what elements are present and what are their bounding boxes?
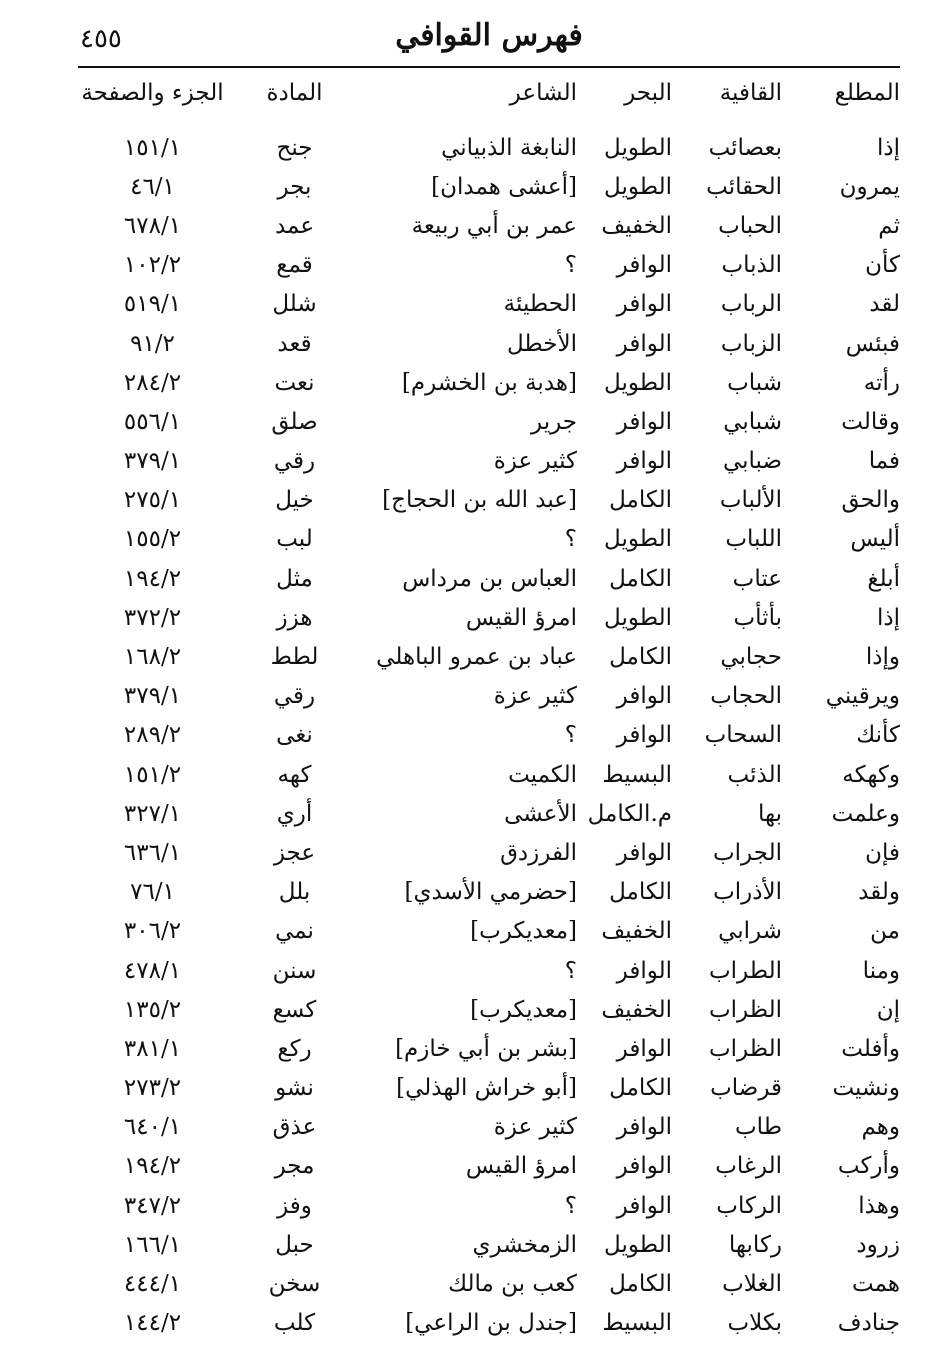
cell-bahr: الخفيف: [601, 212, 672, 239]
cell-qafiya: الجراب: [713, 839, 782, 866]
cell-qafiya: الظراب: [709, 996, 782, 1023]
cell-matla: أبلغ: [867, 565, 900, 592]
cell-shaer: [جندل بن الراعي]: [405, 1310, 577, 1337]
cell-bahr: الكامل: [609, 644, 672, 671]
cell-matla: كأن: [865, 252, 900, 279]
cell-shaer: ؟: [564, 957, 577, 984]
cell-shaer: كثير عزة: [493, 1114, 577, 1141]
cell-matla: رأته: [863, 369, 900, 396]
cell-madda: نشو: [275, 1075, 314, 1102]
cell-juz: ١٥٥/٢: [123, 526, 182, 553]
cell-bahr: الطويل: [604, 1231, 672, 1258]
table-row: [78, 1186, 900, 1225]
cell-shaer: العباس بن مرداس: [402, 565, 577, 592]
cell-juz: ١٥١/١: [123, 134, 182, 161]
cell-juz: ٦٣٦/١: [123, 839, 182, 866]
cell-bahr: الوافر: [616, 1035, 672, 1062]
cell-madda: ركع: [277, 1035, 312, 1062]
cell-matla: من: [870, 918, 900, 945]
cell-madda: كهه: [277, 761, 312, 788]
cell-juz: ٤٤٤/١: [123, 1271, 182, 1298]
cell-bahr: الكامل: [609, 1075, 672, 1102]
cell-madda: شلل: [272, 291, 317, 318]
table-row: [78, 1147, 900, 1186]
table-row: [78, 520, 900, 559]
cell-qafiya: عتاب: [732, 565, 782, 592]
cell-shaer: [هدبة بن الخشرم]: [401, 369, 577, 396]
table-row: [78, 1304, 900, 1343]
cell-qafiya: الطراب: [709, 957, 782, 984]
cell-madda: عمد: [274, 212, 315, 239]
cell-shaer: ؟: [564, 526, 577, 553]
table-row: [78, 402, 900, 441]
cell-qafiya: شبابي: [723, 408, 782, 435]
cell-juz: ١٩٤/٢: [123, 565, 182, 592]
header-shaer: الشاعر: [509, 80, 577, 106]
table-row: [78, 324, 900, 363]
cell-madda: نغى: [276, 722, 313, 749]
cell-juz: ٢٧٣/٢: [123, 1075, 182, 1102]
table-row: [78, 794, 900, 833]
cell-madda: بلل: [278, 879, 311, 906]
cell-matla: وقالت: [841, 408, 900, 435]
cell-madda: لطط: [270, 644, 319, 671]
cell-shaer: ؟: [564, 252, 577, 279]
cell-matla: وكهكه: [842, 761, 900, 788]
cell-shaer: [أعشى همدان]: [431, 173, 577, 200]
cell-matla: فإن: [865, 839, 900, 866]
cell-matla: فبئس: [845, 330, 900, 357]
cell-qafiya: شباب: [727, 369, 782, 396]
cell-bahr: الطويل: [604, 369, 672, 396]
cell-qafiya: قرضاب: [710, 1075, 782, 1102]
cell-madda: عذق: [272, 1114, 317, 1141]
cell-juz: ١٠٢/٢: [123, 252, 182, 279]
table-row: [78, 167, 900, 206]
cell-juz: ١٦٨/٢: [123, 644, 182, 671]
cell-qafiya: طاب: [735, 1114, 782, 1141]
cell-juz: ٣٠٦/٢: [123, 918, 182, 945]
cell-matla: وهذا: [858, 1192, 900, 1219]
cell-madda: كسع: [272, 996, 317, 1023]
cell-qafiya: الزباب: [720, 330, 782, 357]
cell-juz: ٣٧٢/٢: [123, 604, 182, 631]
cell-madda: قعد: [277, 330, 312, 357]
cell-shaer: جرير: [531, 408, 577, 435]
cell-qafiya: الحباب: [718, 212, 782, 239]
cell-bahr: الوافر: [616, 957, 672, 984]
cell-qafiya: الرباب: [720, 291, 782, 318]
header-matla: المطلع: [834, 80, 900, 106]
cell-shaer: الفرزدق: [500, 839, 577, 866]
table-row: [78, 206, 900, 245]
cell-juz: ٢٨٤/٢: [123, 369, 182, 396]
cell-bahr: الوافر: [616, 252, 672, 279]
cell-qafiya: بأثأب: [733, 604, 782, 631]
cell-matla: وعلمت: [831, 800, 900, 827]
table-row: [78, 128, 900, 167]
cell-matla: إذا: [876, 604, 900, 631]
cell-shaer: الحطيئة: [503, 291, 577, 318]
cell-bahr: الوافر: [616, 1114, 672, 1141]
cell-bahr: الوافر: [616, 448, 672, 475]
cell-shaer: ؟: [564, 1192, 577, 1219]
cell-madda: رقي: [273, 683, 316, 710]
cell-qafiya: الركاب: [716, 1192, 782, 1219]
header-madda: المادة: [266, 80, 323, 106]
table-row: [78, 951, 900, 990]
table-row: [78, 1225, 900, 1264]
cell-qafiya: بها: [757, 800, 782, 827]
cell-shaer: [معديكرب]: [470, 918, 577, 945]
header-qafiya: القافية: [719, 80, 782, 106]
cell-shaer: امرؤ القيس: [465, 1153, 577, 1180]
cell-bahr: الطويل: [604, 134, 672, 161]
cell-juz: ٦٧٨/١: [123, 212, 182, 239]
cell-madda: مثل: [276, 565, 313, 592]
cell-bahr: الخفيف: [601, 918, 672, 945]
cell-shaer: الزمخشري: [472, 1231, 577, 1258]
table-row: [78, 363, 900, 402]
table-header-row: [78, 70, 900, 116]
table-row: [78, 716, 900, 755]
page-number: ٤٥٥: [80, 24, 122, 54]
table-row: [78, 873, 900, 912]
cell-juz: ٤٦/١: [130, 173, 175, 200]
cell-bahr: الوافر: [616, 1192, 672, 1219]
table-row: [78, 637, 900, 676]
cell-madda: سخن: [268, 1271, 321, 1298]
cell-madda: صلق: [271, 408, 318, 435]
cell-shaer: امرؤ القيس: [465, 604, 577, 631]
table-row: [78, 912, 900, 951]
cell-juz: ٢٨٩/٢: [123, 722, 182, 749]
cell-madda: هزز: [276, 604, 313, 631]
cell-matla: جنادف: [837, 1310, 900, 1337]
cell-bahr: الكامل: [609, 487, 672, 514]
cell-bahr: الطويل: [604, 526, 672, 553]
cell-juz: ١٩٤/٢: [123, 1153, 182, 1180]
cell-bahr: الكامل: [609, 565, 672, 592]
cell-matla: إن: [876, 996, 900, 1023]
table-body: [78, 128, 900, 1343]
cell-qafiya: شرابي: [718, 918, 782, 945]
cell-shaer: عباد بن عمرو الباهلي: [376, 644, 577, 671]
cell-juz: ٣٨١/١: [123, 1035, 182, 1062]
header-juz: الجزء والصفحة: [81, 80, 224, 106]
cell-shaer: كثير عزة: [493, 448, 577, 475]
cell-bahr: البسيط: [602, 1310, 672, 1337]
cell-juz: ٥١٩/١: [123, 291, 182, 318]
cell-matla: همت: [851, 1271, 900, 1298]
table-row: [78, 598, 900, 637]
cell-bahr: الكامل: [609, 1271, 672, 1298]
cell-shaer: الأخطل: [506, 330, 577, 357]
cell-madda: لبب: [276, 526, 313, 553]
cell-juz: ٦٤٠/١: [123, 1114, 182, 1141]
cell-juz: ٩١/٢: [130, 330, 175, 357]
cell-madda: حبل: [275, 1231, 314, 1258]
cell-matla: ويرقيني: [825, 683, 900, 710]
cell-shaer: الكميت: [508, 761, 577, 788]
cell-madda: سنن: [272, 957, 317, 984]
cell-qafiya: بعصائب: [708, 134, 782, 161]
cell-madda: نمي: [275, 918, 314, 945]
cell-juz: ٣٢٧/١: [123, 800, 182, 827]
cell-shaer: كعب بن مالك: [448, 1271, 577, 1298]
table-row: [78, 1108, 900, 1147]
cell-qafiya: الغلاب: [722, 1271, 782, 1298]
cell-juz: ٥٥٦/١: [123, 408, 182, 435]
cell-qafiya: بكلاب: [727, 1310, 782, 1337]
table-row: [78, 833, 900, 872]
cell-shaer: [أبو خراش الهذلي]: [396, 1075, 577, 1102]
cell-shaer: ؟: [564, 722, 577, 749]
table-row: [78, 285, 900, 324]
cell-qafiya: الحقائب: [706, 173, 782, 200]
cell-qafiya: ركابها: [728, 1231, 782, 1258]
cell-qafiya: الحجاب: [710, 683, 782, 710]
cell-bahr: الوافر: [616, 291, 672, 318]
cell-qafiya: الذئب: [727, 761, 782, 788]
cell-madda: كلب: [273, 1310, 316, 1337]
cell-shaer: النابغة الذبياني: [441, 134, 577, 161]
cell-bahr: الوافر: [616, 330, 672, 357]
cell-matla: كأنك: [856, 722, 900, 749]
cell-matla: وهم: [861, 1114, 900, 1141]
cell-matla: زرود: [856, 1231, 900, 1258]
table-row: [78, 481, 900, 520]
cell-qafiya: ضبابي: [722, 448, 782, 475]
cell-bahr: الوافر: [616, 839, 672, 866]
cell-qafiya: الأذراب: [713, 879, 782, 906]
cell-matla: ونشيت: [832, 1075, 900, 1102]
cell-madda: مجر: [274, 1153, 315, 1180]
table-row: [78, 1029, 900, 1068]
table-row: [78, 442, 900, 481]
cell-juz: ٤٧٨/١: [123, 957, 182, 984]
cell-bahr: الطويل: [604, 604, 672, 631]
page-title: فهرس القوافي: [395, 18, 583, 53]
cell-madda: قمع: [276, 252, 313, 279]
cell-qafiya: السحاب: [704, 722, 782, 749]
cell-madda: جنح: [276, 134, 313, 161]
cell-matla: أليس: [850, 526, 900, 553]
cell-juz: ١٣٥/٢: [123, 996, 182, 1023]
cell-matla: ولقد: [858, 879, 900, 906]
table-row: [78, 677, 900, 716]
cell-bahr: م.الكامل: [587, 800, 672, 827]
cell-shaer: [عبد الله بن الحجاج]: [382, 487, 577, 514]
cell-madda: خيل: [275, 487, 314, 514]
table-row: [78, 1264, 900, 1303]
page-header: [78, 14, 900, 68]
rhyme-index-table: [78, 70, 900, 1343]
cell-madda: بجر: [277, 173, 312, 200]
cell-juz: ٣٧٩/١: [123, 683, 182, 710]
table-row: [78, 755, 900, 794]
table-row: [78, 559, 900, 598]
cell-madda: نعت: [274, 369, 315, 396]
cell-matla: وإذا: [865, 644, 900, 671]
cell-shaer: عمر بن أبي ربيعة: [411, 212, 577, 239]
cell-bahr: الطويل: [604, 173, 672, 200]
cell-bahr: البسيط: [602, 761, 672, 788]
cell-qafiya: الألباب: [719, 487, 782, 514]
cell-matla: إذا: [876, 134, 900, 161]
cell-juz: ١٤٤/٢: [123, 1310, 182, 1337]
cell-matla: فما: [868, 448, 900, 475]
cell-bahr: الوافر: [616, 683, 672, 710]
cell-matla: يمرون: [839, 173, 900, 200]
cell-bahr: الوافر: [616, 1153, 672, 1180]
cell-matla: ثم: [878, 212, 900, 239]
cell-matla: وأركب: [837, 1153, 900, 1180]
cell-shaer: [حضرمي الأسدي]: [404, 879, 577, 906]
cell-qafiya: الرغاب: [715, 1153, 782, 1180]
cell-matla: والحق: [841, 487, 900, 514]
cell-madda: وفز: [277, 1192, 312, 1219]
cell-madda: أري: [276, 800, 313, 827]
cell-shaer: [معديكرب]: [470, 996, 577, 1023]
cell-bahr: الخفيف: [601, 996, 672, 1023]
cell-juz: ٣٧٩/١: [123, 448, 182, 475]
cell-qafiya: حجابي: [720, 644, 782, 671]
cell-madda: عجز: [273, 839, 316, 866]
cell-matla: لقد: [869, 291, 900, 318]
cell-bahr: الوافر: [616, 722, 672, 749]
cell-juz: ١٥١/٢: [123, 761, 182, 788]
cell-qafiya: الظراب: [709, 1035, 782, 1062]
table-row: [78, 990, 900, 1029]
cell-juz: ١٦٦/١: [123, 1231, 182, 1258]
cell-shaer: [بشر بن أبي خازم]: [395, 1035, 577, 1062]
cell-shaer: الأعشى: [504, 800, 577, 827]
cell-madda: رقي: [273, 448, 316, 475]
cell-shaer: كثير عزة: [493, 683, 577, 710]
cell-juz: ٢٧٥/١: [123, 487, 182, 514]
cell-bahr: الوافر: [616, 408, 672, 435]
cell-qafiya: الذباب: [721, 252, 782, 279]
table-row: [78, 246, 900, 285]
table-row: [78, 1069, 900, 1108]
cell-matla: وأفلت: [841, 1035, 900, 1062]
cell-matla: ومنا: [862, 957, 900, 984]
cell-juz: ٣٤٧/٢: [123, 1192, 182, 1219]
cell-bahr: الكامل: [609, 879, 672, 906]
header-bahr: البحر: [624, 80, 672, 106]
cell-qafiya: اللباب: [725, 526, 782, 553]
cell-juz: ٧٦/١: [130, 879, 175, 906]
